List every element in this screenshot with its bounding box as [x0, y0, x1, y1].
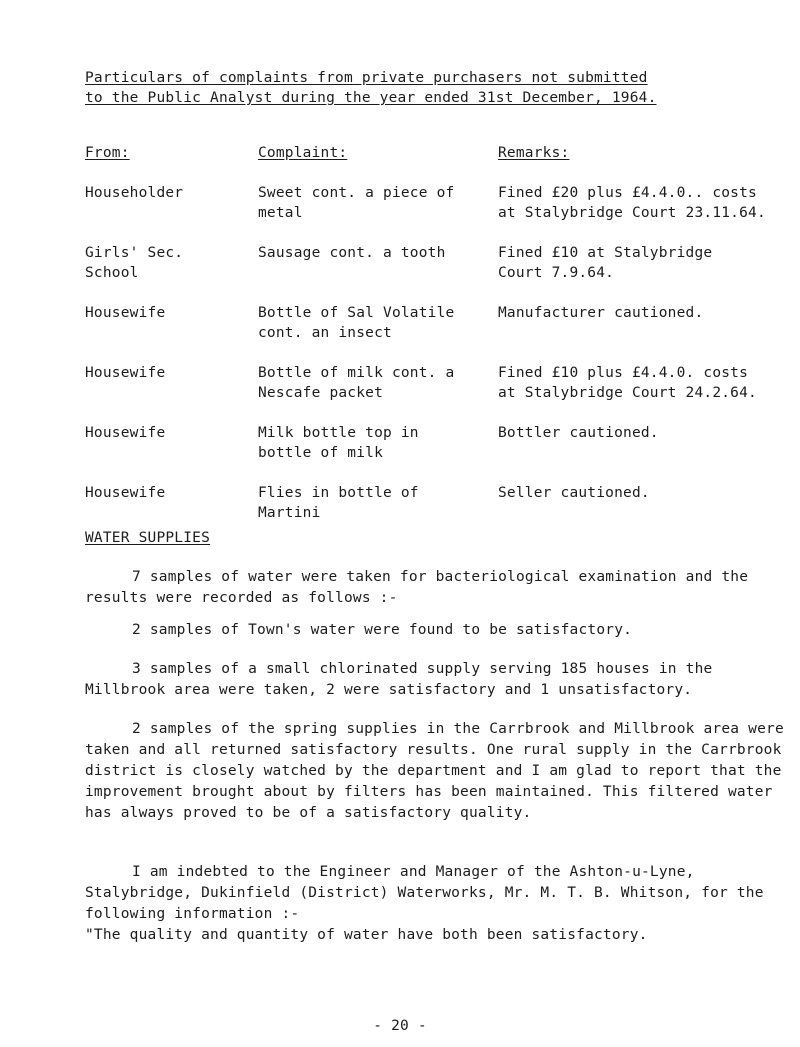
- water-paragraph-millbrook: 3 samples of a small chlorinated supply serving 185 houses in the Millbrook area were taken, 2 were satisfactory and 1 unsatisfactory.: [85, 661, 713, 698]
- complaint-description: Milk bottle top in bottle of milk: [258, 425, 419, 461]
- complaint-from: Housewife: [85, 425, 166, 441]
- complaint-from: Householder: [85, 185, 184, 201]
- column-header-from: From:: [85, 145, 130, 161]
- heading-line-2: to the Public Analyst during the year ended 31st December, 1964.: [85, 90, 657, 106]
- water-supplies-title: WATER SUPPLIES: [85, 530, 211, 546]
- complaint-description: Sweet cont. a piece of metal: [258, 185, 455, 221]
- column-header-remarks: Remarks:: [498, 145, 570, 161]
- complaint-row: [0, 303, 800, 347]
- heading-line-1: Particulars of complaints from private purchasers not submitted: [85, 70, 648, 86]
- document-heading: [85, 68, 785, 108]
- water-quote: "The quality and quantity of water have both been satisfactory.: [85, 927, 648, 943]
- complaint-description: Bottle of Sal Volatile cont. an insect: [258, 305, 455, 341]
- complaint-remarks: Fined £10 plus £4.4.0. costs at Stalybridge Court 24.2.64.: [498, 365, 757, 401]
- water-paragraph-samples: 7 samples of water were taken for bacteriological examination and the results were recorded as follows :-: [85, 569, 749, 606]
- complaint-description: Bottle of milk cont. a Nescafe packet: [258, 365, 455, 401]
- complaint-from: Housewife: [85, 305, 166, 321]
- complaint-from: Girls' Sec. School: [85, 245, 184, 281]
- water-paragraph-acknowledgement: I am indebted to the Engineer and Manager of the Ashton-u-Lyne, Stalybridge, Dukinfield (District) Waterworks, Mr. M. T. B. Whitson, for the following information :-: [85, 864, 764, 922]
- complaint-description: Flies in bottle of Martini: [258, 485, 419, 521]
- complaint-remarks: Fined £20 plus £4.4.0.. costs at Stalybridge Court 23.11.64.: [498, 185, 766, 221]
- complaint-row: [0, 243, 800, 287]
- page-number: - 20 -: [373, 1018, 427, 1034]
- column-header-complaint: Complaint:: [258, 145, 348, 161]
- complaint-remarks: Fined £10 at Stalybridge Court 7.9.64.: [498, 245, 713, 281]
- complaint-remarks: Seller cautioned.: [498, 485, 650, 501]
- complaint-from: Housewife: [85, 485, 166, 501]
- complaint-row: [0, 423, 800, 467]
- water-paragraph-town: 2 samples of Town's water were found to be satisfactory.: [132, 622, 633, 638]
- complaint-row: [0, 183, 800, 227]
- complaint-from: Housewife: [85, 365, 166, 381]
- complaint-row: [0, 483, 800, 527]
- water-paragraph-spring: 2 samples of the spring supplies in the Carrbrook and Millbrook area were taken and all returned satisfactory results. One rural supply in the Carrbrook district is closely watched by the department and I am glad to report that the improvement brought about by filters has been maintained. This filtered water has always proved to be of a satisfactory quality.: [85, 721, 784, 821]
- complaint-description: Sausage cont. a tooth: [258, 245, 446, 261]
- complaint-row: [0, 363, 800, 407]
- complaint-remarks: Bottler cautioned.: [498, 425, 659, 441]
- complaint-remarks: Manufacturer cautioned.: [498, 305, 704, 321]
